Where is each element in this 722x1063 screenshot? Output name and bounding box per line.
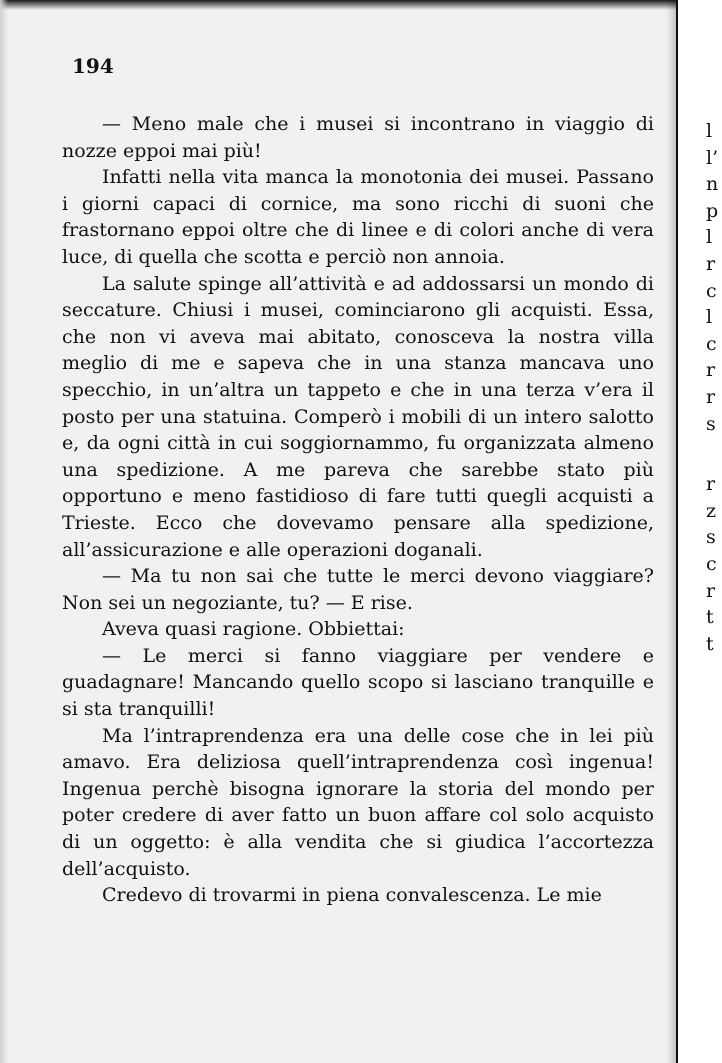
facing-page-fragment: l xyxy=(706,120,713,142)
facing-page-gap xyxy=(706,437,722,471)
facing-page-fragment: l’ xyxy=(706,146,719,169)
scan-left-shadow xyxy=(0,0,8,1063)
facing-page-fragment: t xyxy=(706,606,714,629)
page-number: 194 xyxy=(72,54,114,78)
paragraph: — Ma tu non sai che tutte le merci devono viaggiare? Non sei un negoziante, tu? — E rise. xyxy=(62,565,654,614)
facing-page-fragment: c xyxy=(706,552,717,575)
paragraph: Aveva quasi ragione. Obbiettai: xyxy=(102,618,405,641)
gutter-shadow xyxy=(666,0,676,1063)
facing-page-fragment: r xyxy=(706,252,716,275)
facing-page-fragment: r xyxy=(706,359,716,382)
facing-page-fragments xyxy=(706,118,722,657)
facing-page-fragment: s xyxy=(706,412,716,435)
facing-page-fragment: r xyxy=(706,385,716,408)
facing-page-fragment: s xyxy=(706,526,716,549)
facing-page-fragment: l xyxy=(706,306,713,329)
paragraph: La salute spinge all’attività e ad addossarsi un mondo di seccature. Chiusi i musei, cominciarono gli acquisti. Essa, che non vi aveva mai abitato, conosceva la nostra villa meglio di me e sapeva che in una stanza mancava uno specchio, in un’altra un tappeto e che in una terza v’era il posto per una statuina. Comperò i mobili di un intero salotto e, da ogni città in cui soggiornammo, fu organizzata almeno una spedizione. A me pareva che sarebbe stato più opportuno e meno fastidioso di fare tutti quegli acquisti a Trieste. Ecco che dovevamo pensare alla spedizione, all’assicurazione e alle operazioni doganali. xyxy=(62,272,654,561)
facing-page-fragment: c xyxy=(706,332,717,355)
facing-page-fragment: p xyxy=(706,199,719,222)
facing-page-fragment: l xyxy=(706,226,713,249)
paragraph: Credevo di trovarmi in piena convalescenza. Le mie xyxy=(102,884,602,907)
body-text xyxy=(62,111,654,909)
page-fold-line xyxy=(676,0,678,1063)
facing-page-fragment: r xyxy=(706,579,716,602)
paragraph: — Meno male che i musei si incontrano in viaggio di nozze eppoi mai più! xyxy=(62,113,654,162)
scan-top-shadow xyxy=(0,0,722,10)
paragraph: — Le merci si fanno viaggiare per vendere e guadagnare! Mancando quello scopo si lasciano tranquille e si sta tranquilli! xyxy=(62,644,654,721)
facing-page-fragment: t xyxy=(706,632,714,655)
facing-page-fragment: n xyxy=(706,173,719,196)
facing-page-fragment: z xyxy=(706,499,717,522)
facing-page-fragment: r xyxy=(706,473,716,496)
paragraph: Ma l’intraprendenza era una delle cose che in lei più amavo. Era deliziosa quell’intraprendenza così ingenua! Ingenua perchè bisogna ignorare la storia del mondo per poter credere di aver fatto un buon affare col solo acquisto di un oggetto: è alla vendita che si giudica l’accortezza dell’acquisto. xyxy=(62,724,654,880)
facing-page-fragment: c xyxy=(706,279,717,302)
paragraph: Infatti nella vita manca la monotonia dei musei. Passano i giorni capaci di cornice, ma sono ricchi di suoni che frastornano eppoi oltre che di linee e di colori anche di vera luce, di quella che scotta e perciò non annoia. xyxy=(62,166,654,268)
